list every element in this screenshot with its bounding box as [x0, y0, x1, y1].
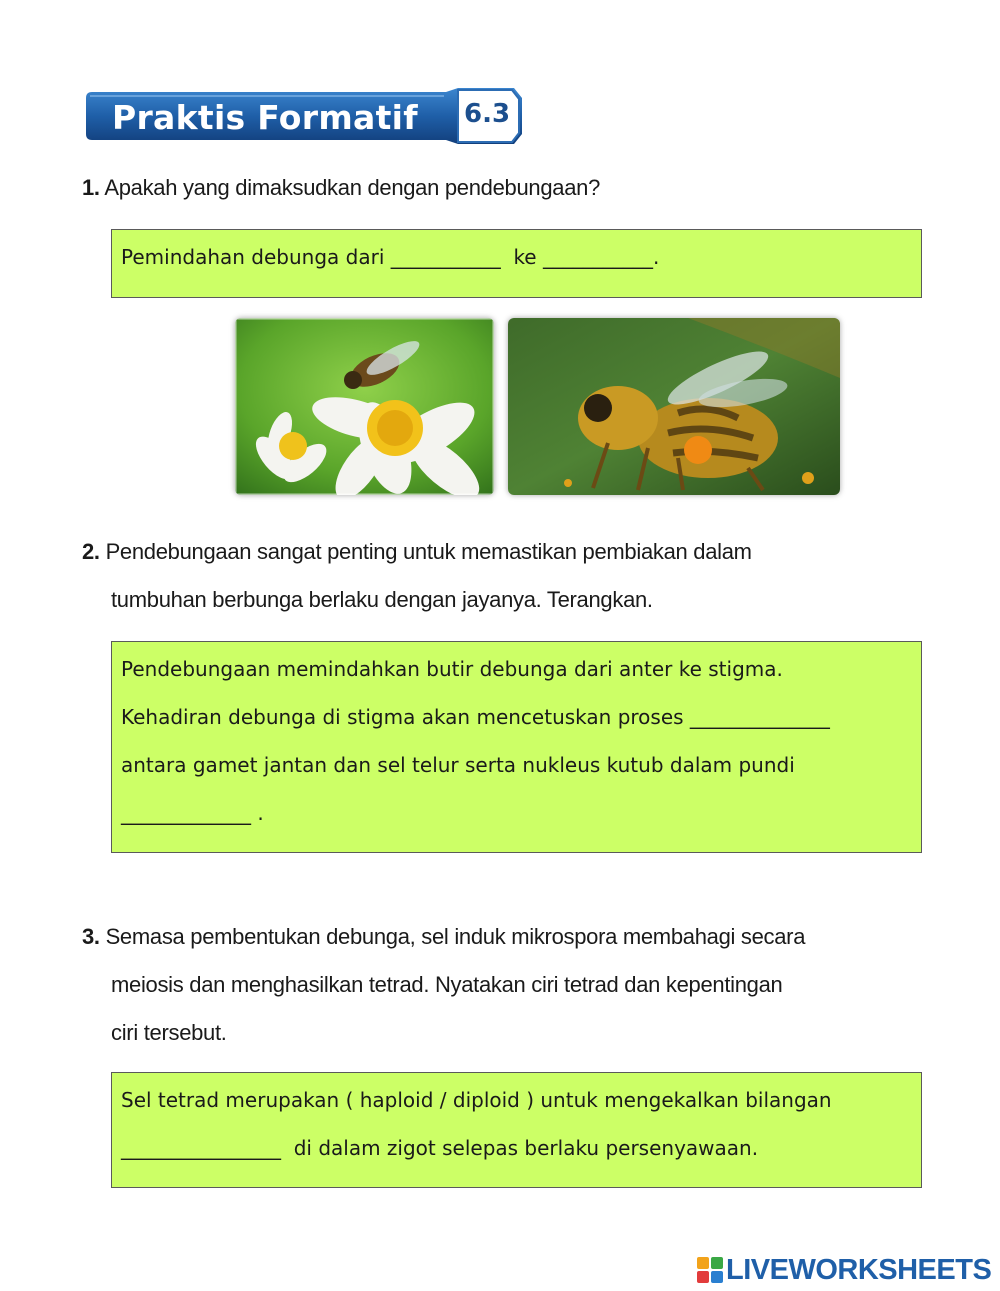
answer-line: Kehadiran debunga di stigma akan mencetuskan proses ______________: [121, 705, 830, 729]
answer-line: ________________ di dalam zigot selepas berlaku persenyawaan.: [121, 1136, 759, 1160]
answer-line: Pemindahan debunga dari ___________ ke ___________.: [121, 245, 660, 269]
question-1: [82, 164, 600, 212]
answer-box-1[interactable]: [111, 229, 922, 298]
banner-title: Praktis Formatif: [112, 98, 418, 137]
answer-line: Sel tetrad merupakan ( haploid / diploid ) untuk mengekalkan bilangan: [121, 1088, 832, 1112]
liveworksheets-logo: [697, 1253, 991, 1287]
question-text: Apakah yang dimaksudkan dengan pendebungaan?: [104, 175, 601, 200]
answer-line: _____________ .: [121, 801, 264, 825]
answer-box-2[interactable]: [111, 641, 922, 853]
answer-box-3[interactable]: [111, 1072, 922, 1188]
question-number: 3.: [82, 924, 100, 949]
question-text: ciri tersebut.: [111, 1020, 227, 1045]
pollen-covered-bee-photo: [508, 318, 840, 495]
question-text: meiosis dan menghasilkan tetrad. Nyatakan ciri tetrad dan kepentingan: [111, 972, 783, 997]
question-text: Semasa pembentukan debunga, sel induk mikrospora membahagi secara: [105, 924, 806, 949]
answer-line: antara gamet jantan dan sel telur serta nukleus kutub dalam pundi: [121, 753, 795, 777]
question-number: 2.: [82, 539, 100, 564]
logo-icon: [697, 1257, 723, 1283]
brand-name: LIVEWORKSHEETS: [726, 1253, 992, 1286]
question-number: 1.: [82, 175, 100, 200]
section-banner: [86, 86, 526, 148]
question-3: [82, 913, 805, 1057]
question-text: tumbuhan berbunga berlaku dengan jayanya. Terangkan.: [111, 587, 653, 612]
answer-line: Pendebungaan memindahkan butir debunga dari anter ke stigma.: [121, 657, 783, 681]
question-text: Pendebungaan sangat penting untuk memastikan pembiakan dalam: [105, 539, 752, 564]
section-number: 6.3: [464, 99, 511, 129]
question-2: [82, 528, 752, 624]
bee-on-daisy-photo: [235, 318, 494, 495]
